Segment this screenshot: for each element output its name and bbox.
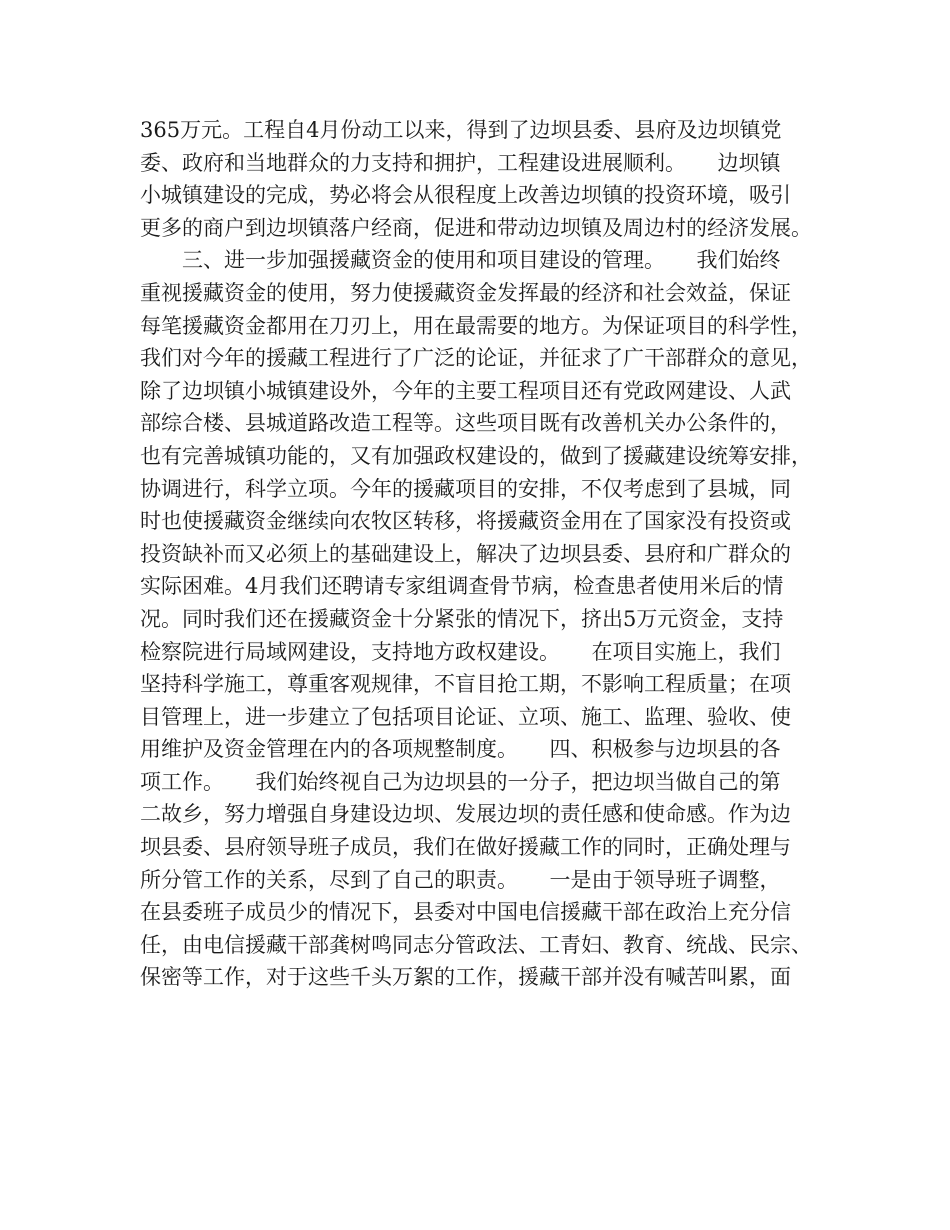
text-line: 坝县委、县府领导班子成员，我们在做好援藏工作的同时，正确处理与 [140,835,791,860]
text-line: 二故乡，努力增强自身建设边坝、发展边坝的责任感和使命感。作为边 [140,802,791,827]
text-line: 重视援藏资金的使用，努力使援藏资金发挥最的经济和社会效益，保证 [140,280,791,305]
text-line: 项工作。 我们始终视自己为边坝县的一分子，把边坝当做自己的第 [140,769,781,794]
text-line: 365万元。工程自4月份动工以来，得到了边坝县委、县府及边坝镇党 [140,118,782,142]
text-line: 时也使援藏资金继续向农牧区转移，将援藏资金用在了国家没有投资或 [140,509,791,534]
text-line: 任，由电信援藏干部龚树鸣同志分管政法、工青妇、教育、统战、民宗、 [140,932,812,957]
text-line: 保密等工作，对于这些千头万絮的工作，援藏干部并没有喊苦叫累，面 [140,965,791,990]
text-line: 更多的商户到边坝镇落户经商，促进和带动边坝镇及周边村的经济发展。 [140,215,812,240]
text-line: 用维护及资金管理在内的各项规整制度。 四、积极参与边坝县的各 [140,737,781,762]
text-line: 部综合楼、县城道路改造工程等。这些项目既有改善机关办公条件的， [140,411,791,436]
text-line: 我们对今年的援藏工程进行了广泛的论证，并征求了广干部群众的意见， [140,346,812,371]
text-line: 所分管工作的关系，尽到了自己的职责。 一是由于领导班子调整， [140,867,781,892]
text-line: 小城镇建设的完成，势必将会从很程度上改善边坝镇的投资环境，吸引 [140,183,791,208]
text-line: 实际困难。4月我们还聘请专家组调查骨节病，检查患者使用米后的情 [140,574,784,599]
document-body [140,114,840,994]
text-line: 投资缺补而又必须上的基础建设上，解决了边坝县委、县府和广群众的 [140,541,791,566]
text-line: 在县委班子成员少的情况下，县委对中国电信援藏干部在政治上充分信 [140,900,791,925]
text-line: 协调进行，科学立项。今年的援藏项目的安排，不仅考虑到了县城，同 [140,476,791,501]
text-line: 也有完善城镇功能的，又有加强政权建设的，做到了援藏建设统筹安排， [140,443,812,468]
text-line: 检察院进行局域网建设，支持地方政权建设。 在项目实施上，我们 [140,639,781,664]
text-line: 除了边坝镇小城镇建设外，今年的主要工程项目还有党政网建设、人武 [140,378,791,403]
text-line: 委、政府和当地群众的力支持和拥护，工程建设进展顺利。 边坝镇 [140,150,781,175]
text-line: 坚持科学施工，尊重客观规律，不盲目抢工期，不影响工程质量；在项 [140,672,791,697]
text-line: 目管理上，进一步建立了包括项目论证、立项、施工、监理、验收、使 [140,704,791,729]
text-line: 每笔援藏资金都用在刀刃上，用在最需要的地方。为保证项目的科学性， [140,313,812,338]
text-line: 况。同时我们还在援藏资金十分紧张的情况下，挤出5万元资金，支持 [140,606,784,631]
text-line: 三、进一步加强援藏资金的使用和项目建设的管理。 我们始终 [140,248,781,273]
